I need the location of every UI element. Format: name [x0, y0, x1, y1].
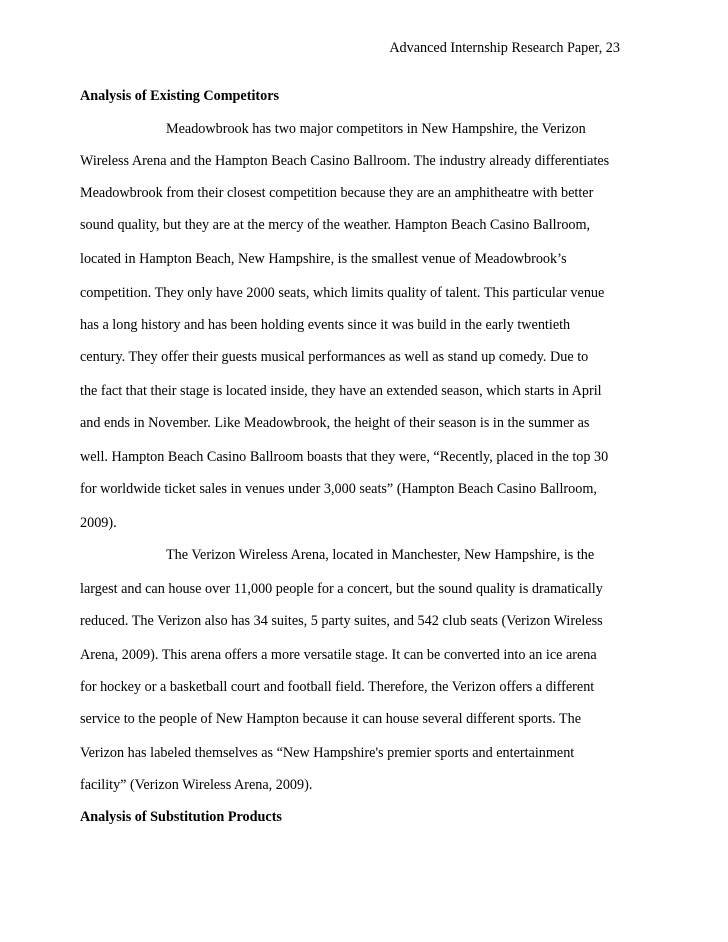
paragraph-line: The Verizon Wireless Arena, located in Manchester, New Hampshire, is the — [166, 547, 595, 563]
paragraph-line: sound quality, but they are at the mercy of the weather. Hampton Beach Casino Ballroom, — [80, 217, 591, 233]
paragraph-line: located in Hampton Beach, New Hampshire, is the smallest venue of Meadowbrook’s — [80, 251, 567, 267]
paragraph-line: for hockey or a basketball court and football field. Therefore, the Verizon offers a different — [80, 679, 595, 695]
paragraph-line: Meadowbrook has two major competitors in New Hampshire, the Verizon — [166, 121, 586, 137]
paragraph-line: and ends in November. Like Meadowbrook, the height of their season is in the summer as — [80, 415, 590, 431]
paragraph-line: Arena, 2009). This arena offers a more versatile stage. It can be converted into an ice arena — [80, 647, 597, 663]
section-heading-existing-competitors: Analysis of Existing Competitors — [80, 88, 280, 104]
paragraph-line: competition. They only have 2000 seats, which limits quality of talent. This particular venue — [80, 285, 605, 301]
paragraph-line: 2009). — [80, 515, 117, 531]
paragraph-line: has a long history and has been holding events since it was build in the early twentieth — [80, 317, 571, 333]
paragraph-line: Wireless Arena and the Hampton Beach Casino Ballroom. The industry already differentiates — [80, 153, 610, 169]
paragraph-line: Verizon has labeled themselves as “New Hampshire's premier sports and entertainment — [80, 745, 575, 761]
paragraph-line: service to the people of New Hampton because it can house several different sports. The — [80, 711, 581, 727]
paragraph-line: facility” (Verizon Wireless Arena, 2009). — [80, 777, 313, 793]
paragraph-line: Meadowbrook from their closest competition because they are an amphitheatre with better — [80, 185, 594, 201]
paragraph-line: well. Hampton Beach Casino Ballroom boasts that they were, “Recently, placed in the top 30 — [80, 449, 609, 465]
section-heading-substitution-products: Analysis of Substitution Products — [80, 809, 282, 825]
running-head: Advanced Internship Research Paper, 23 — [389, 40, 620, 56]
paragraph-line: for worldwide ticket sales in venues under 3,000 seats” (Hampton Beach Casino Ballroom, — [80, 481, 597, 497]
paragraph-line: largest and can house over 11,000 people for a concert, but the sound quality is dramatically — [80, 581, 603, 597]
paragraph-line: reduced. The Verizon also has 34 suites, 5 party suites, and 542 club seats (Verizon Wireless — [80, 613, 603, 629]
paragraph-line: the fact that their stage is located inside, they have an extended season, which starts in April — [80, 383, 602, 399]
paragraph-line: century. They offer their guests musical performances as well as stand up comedy. Due to — [80, 349, 589, 365]
